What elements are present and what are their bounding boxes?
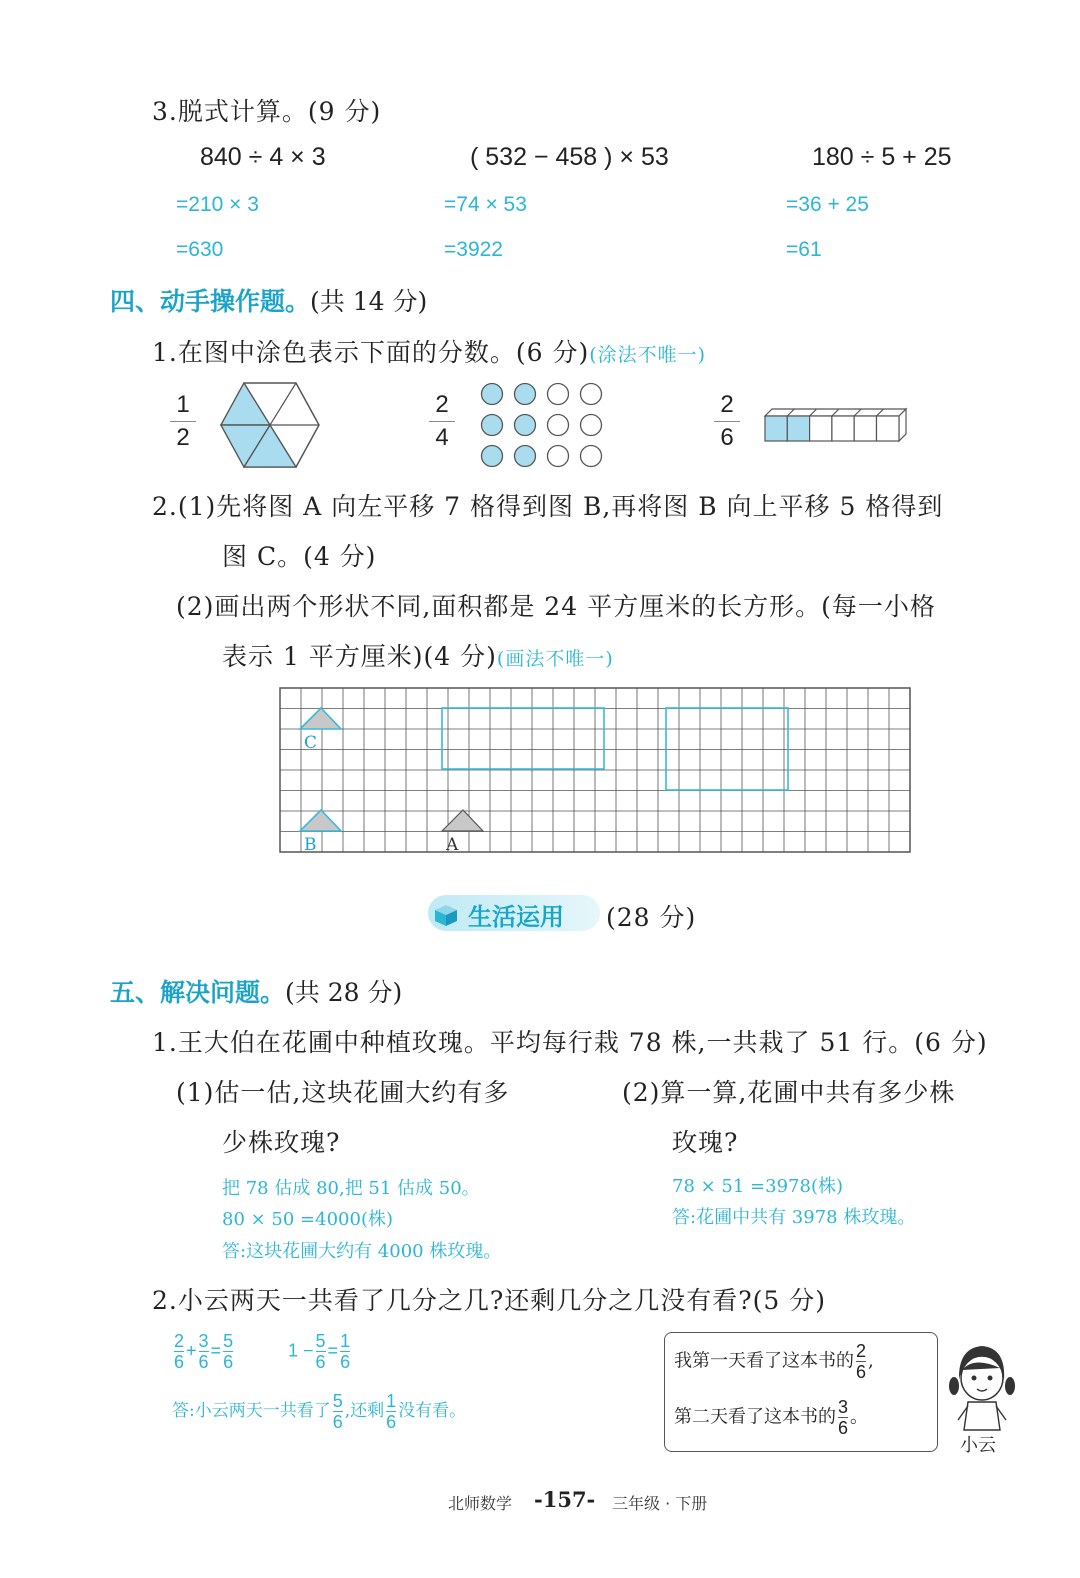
- frac-num: 2: [174, 1331, 185, 1351]
- frac-den: 6: [332, 1412, 343, 1432]
- eq2-lead: 1 −: [288, 1340, 314, 1361]
- q5-2-equation-1: $\frac{2}{6} + \frac{3}{6} = \frac{5}{6}$: [174, 1331, 234, 1372]
- frac-den: 6: [386, 1412, 397, 1432]
- q5-1-sub2-line1: (2)算一算,花圃中共有多少株: [622, 1078, 956, 1107]
- q4-2-part2-text: 表示 1 平方厘米)(4 分): [222, 642, 497, 671]
- cube: [877, 416, 900, 441]
- rectangle-answer-2: [666, 708, 788, 790]
- circle-shaded: [482, 415, 503, 436]
- q3-expr-1: 840 ÷ 4 × 3: [200, 143, 326, 171]
- frac-num: 2: [856, 1341, 867, 1361]
- ans-pre: 答:小云两天一共看了: [172, 1401, 331, 1421]
- q3-title: 3.脱式计算。(9 分): [152, 97, 382, 126]
- q3-expr-3: 180 ÷ 5 + 25: [812, 143, 952, 171]
- fraction-denominator: 2: [176, 424, 190, 451]
- q3-step2-1: =630: [176, 238, 224, 261]
- section-5-score: (共 28 分): [285, 978, 403, 1007]
- q5-1-sub1-ans-3: 答:这块花圃大约有 4000 株玫瑰。: [222, 1241, 502, 1262]
- frac-num: 3: [838, 1397, 849, 1417]
- bubble-l1-post: ,: [868, 1350, 874, 1372]
- circle: [581, 384, 602, 405]
- q4-1-prompt: 1.在图中涂色表示下面的分数。(6 分): [152, 338, 590, 367]
- fraction-2-4: [429, 392, 455, 451]
- ans-post: 没有看。: [398, 1401, 467, 1421]
- q4-2-note: (画法不唯一): [496, 648, 614, 670]
- q5-1-text: 1.王大伯在花圃中种植玫瑰。平均每行栽 78 株,一共栽了 51 行。(6 分): [152, 1028, 988, 1057]
- q4-1-text: [152, 333, 706, 369]
- cube-shaded: [787, 416, 809, 441]
- q5-1-sub1-ans-1: 把 78 估成 80,把 51 估成 50。: [222, 1178, 480, 1199]
- hexagon-figure: [218, 380, 322, 470]
- frac-num: 3: [198, 1331, 209, 1351]
- girl-character-illustration: [944, 1340, 1020, 1440]
- label-b: B: [304, 835, 317, 855]
- frac-num: 5: [223, 1331, 234, 1351]
- frac-num: 1: [386, 1391, 397, 1411]
- q5-2-answer: [172, 1392, 466, 1431]
- fraction-1-2: [170, 392, 196, 451]
- frac-den: 6: [340, 1352, 351, 1372]
- fraction-numerator: 1: [176, 391, 190, 418]
- q5-1-sub1-line1: (1)估一估,这块花圃大约有多: [176, 1078, 510, 1107]
- footer-page-number: -157-: [534, 1487, 596, 1512]
- cube-row-figure: [762, 404, 910, 444]
- circles-figure: [478, 380, 608, 472]
- fraction-numerator: 2: [720, 391, 734, 418]
- q5-1-sub1-ans-2: 80 × 50 =4000(株): [222, 1209, 393, 1230]
- q5-2-equation-2: $1 - \frac{5}{6} = \frac{1}{6}$: [288, 1331, 351, 1372]
- q4-1-note: (涂法不唯一): [589, 344, 707, 366]
- rectangle-answer-1: [442, 708, 604, 769]
- character-name: 小云: [960, 1435, 996, 1456]
- shape-c: [300, 708, 341, 729]
- q4-2-part1-line1: 2.(1)先将图 A 向左平移 7 格得到图 B,再将图 B 向上平移 5 格得到: [152, 492, 944, 521]
- circle-shaded: [482, 446, 503, 467]
- footer-grade: 三年级 · 下册: [612, 1494, 708, 1513]
- section-5-title: 五、解决问题。: [110, 978, 286, 1007]
- q3-step1-3: =36 + 25: [786, 193, 869, 216]
- q4-2-part2-line1: (2)画出两个形状不同,面积都是 24 平方厘米的长方形。(每一小格: [176, 592, 936, 621]
- ans-mid: ,还剩: [344, 1401, 385, 1421]
- q5-1-sub2-ans-2: 答:花圃中共有 3978 株玫瑰。: [672, 1207, 916, 1228]
- circle-shaded: [515, 446, 536, 467]
- life-badge-score: (28 分): [606, 903, 697, 932]
- q3-step1-1: =210 × 3: [176, 193, 259, 216]
- bubble-l2-post: 。: [850, 1406, 869, 1428]
- q3-step2-2: =3922: [444, 238, 503, 261]
- q5-1-sub2-ans-1: 78 × 51 =3978(株): [672, 1176, 843, 1197]
- q5-2-text: 2.小云两天一共看了几分之几?还剩几分之几没有看?(5 分): [152, 1286, 827, 1315]
- bubble-line-2: [674, 1398, 868, 1437]
- frac-num: 5: [332, 1391, 343, 1411]
- q3-step1-2: =74 × 53: [444, 193, 527, 216]
- frac-den: 6: [174, 1352, 185, 1372]
- life-badge-label: 生活运用: [468, 903, 564, 931]
- q4-2-part2-line2: [222, 637, 614, 673]
- frac-den: 6: [315, 1352, 326, 1372]
- shape-b: [300, 810, 341, 831]
- circle-shaded: [515, 415, 536, 436]
- q3-step2-3: =61: [786, 238, 822, 261]
- frac-num: 5: [315, 1331, 326, 1351]
- bubble-line-1: [674, 1342, 874, 1381]
- bubble-l2-text: 第二天看了这本书的: [674, 1406, 836, 1428]
- q4-2-part1-line2: 图 C。(4 分): [222, 542, 377, 571]
- fraction-denominator: 4: [435, 424, 449, 451]
- circle-shaded: [515, 384, 536, 405]
- section-4-title: 四、动手操作题。: [110, 287, 311, 316]
- section-4-score: (共 14 分): [310, 287, 428, 316]
- frac-den: 6: [838, 1418, 849, 1438]
- frac-den: 6: [223, 1352, 234, 1372]
- circle-shaded: [482, 384, 503, 405]
- fraction-2-6: [714, 392, 740, 451]
- cube-icon: [432, 903, 460, 927]
- fraction-denominator: 6: [720, 424, 734, 451]
- section-4-heading: [110, 282, 427, 318]
- section-5-heading: [110, 973, 402, 1009]
- frac-num: 1: [340, 1331, 351, 1351]
- label-a: A: [446, 835, 459, 855]
- frac-den: 6: [198, 1352, 209, 1372]
- circle: [581, 446, 602, 467]
- cube: [854, 416, 876, 441]
- q5-1-sub2-line2: 玫瑰?: [672, 1128, 739, 1157]
- q3-expr-2: ( 532 − 458 ) × 53: [470, 143, 669, 171]
- cube: [810, 416, 832, 441]
- bubble-l1-text: 我第一天看了这本书的: [674, 1350, 854, 1372]
- q5-1-sub1-line2: 少株玫瑰?: [222, 1128, 341, 1157]
- frac-den: 6: [856, 1362, 867, 1382]
- cube: [832, 416, 854, 441]
- circle: [548, 415, 569, 436]
- circle: [548, 384, 569, 405]
- label-c: C: [304, 733, 318, 753]
- footer-book-title: 北师数学: [448, 1494, 513, 1513]
- circle: [548, 446, 569, 467]
- circle: [581, 415, 602, 436]
- cube-shaded: [765, 416, 787, 441]
- square-grid: [279, 687, 913, 855]
- fraction-numerator: 2: [435, 391, 449, 418]
